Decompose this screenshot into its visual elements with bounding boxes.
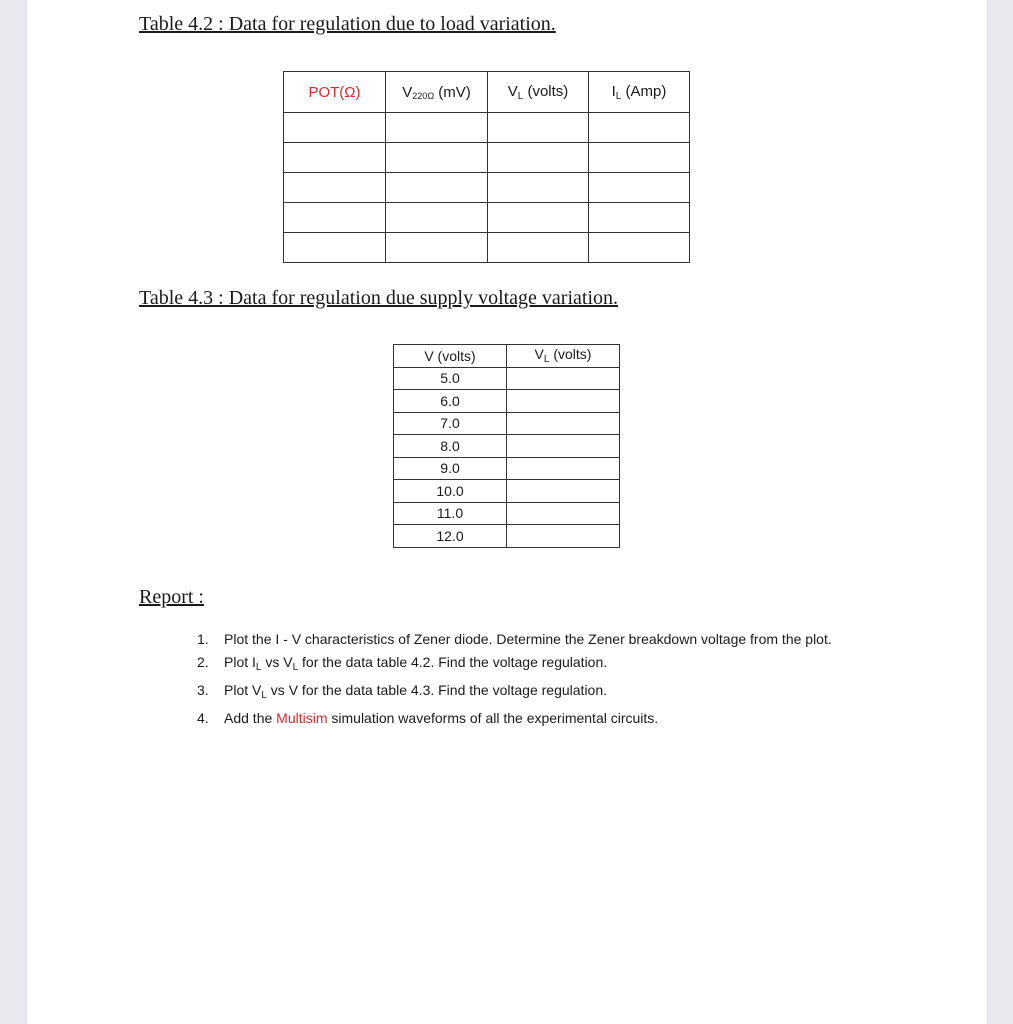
table-cell [284, 113, 386, 143]
vl-cell [507, 525, 620, 548]
table-row [394, 367, 620, 390]
table-cell [589, 203, 690, 233]
table-row [394, 412, 620, 435]
list-item: 2. Plot $I_L$ vs $V_L$ for the data table 4.2. Find the voltage regulation. [197, 654, 608, 673]
header-v220: $V_{220\Omega}$ (mV) [386, 72, 488, 113]
table-4-3 [393, 344, 620, 548]
table-cell [589, 113, 690, 143]
header-pot: POT(Ω) [284, 72, 386, 113]
report-title: Report : [139, 586, 204, 608]
table-row [394, 502, 620, 525]
table-cell [488, 113, 589, 143]
voltage-cell: 6.0 [394, 390, 507, 413]
multisim-highlight: Multisim [276, 710, 328, 726]
vl-cell [507, 367, 620, 390]
table-cell [386, 143, 488, 173]
table-header-row [284, 72, 690, 113]
list-item: 3. Plot $V_L$ vs V for the data table 4.3. Find the voltage regulation. [197, 682, 608, 701]
voltage-cell: 9.0 [394, 457, 507, 480]
list-item: 1. Plot the I - V characteristics of Zener diode. Determine the Zener breakdown voltage from the plot. [197, 631, 832, 647]
table-row [394, 435, 620, 458]
document-page [26, 0, 988, 1024]
table-row [284, 173, 690, 203]
table-row [284, 233, 690, 263]
table-cell [488, 233, 589, 263]
voltage-cell: 7.0 [394, 412, 507, 435]
table-cell [386, 233, 488, 263]
table-cell [386, 203, 488, 233]
header-il: $I_L$ (Amp) [589, 72, 690, 113]
table-cell [284, 233, 386, 263]
vl-cell [507, 502, 620, 525]
voltage-cell: 5.0 [394, 367, 507, 390]
report-list [197, 628, 877, 730]
table-cell [488, 173, 589, 203]
table-row [394, 390, 620, 413]
header-vl: $V_L$ (volts) [507, 345, 620, 368]
vl-cell [507, 480, 620, 503]
table-cell [589, 233, 690, 263]
voltage-cell: 8.0 [394, 435, 507, 458]
table-row [284, 113, 690, 143]
table-4-3-title: Table 4.3 : Data for regulation due supply voltage variation. [139, 287, 619, 309]
table-header-row [394, 345, 620, 368]
table-cell [284, 143, 386, 173]
vl-cell [507, 412, 620, 435]
table-cell [284, 203, 386, 233]
header-vl: $V_L$ (volts) [488, 72, 589, 113]
table-cell [284, 173, 386, 203]
vl-cell [507, 390, 620, 413]
table-cell [589, 143, 690, 173]
table-row [394, 480, 620, 503]
table-4-2-title: Table 4.2 : Data for regulation due to load variation. [139, 13, 556, 35]
table-cell [386, 113, 488, 143]
table-row [394, 525, 620, 548]
table-cell [386, 173, 488, 203]
list-item: 4. Add the Multisim simulation waveforms of all the experimental circuits. [197, 710, 659, 726]
table-cell [589, 173, 690, 203]
table-row [284, 143, 690, 173]
voltage-cell: 11.0 [394, 502, 507, 525]
vl-cell [507, 457, 620, 480]
table-row [394, 457, 620, 480]
vl-cell [507, 435, 620, 458]
table-cell [488, 143, 589, 173]
voltage-cell: 10.0 [394, 480, 507, 503]
table-4-2 [283, 71, 690, 263]
voltage-cell: 12.0 [394, 525, 507, 548]
header-v: V (volts) [394, 345, 507, 368]
table-cell [488, 203, 589, 233]
table-row [284, 203, 690, 233]
